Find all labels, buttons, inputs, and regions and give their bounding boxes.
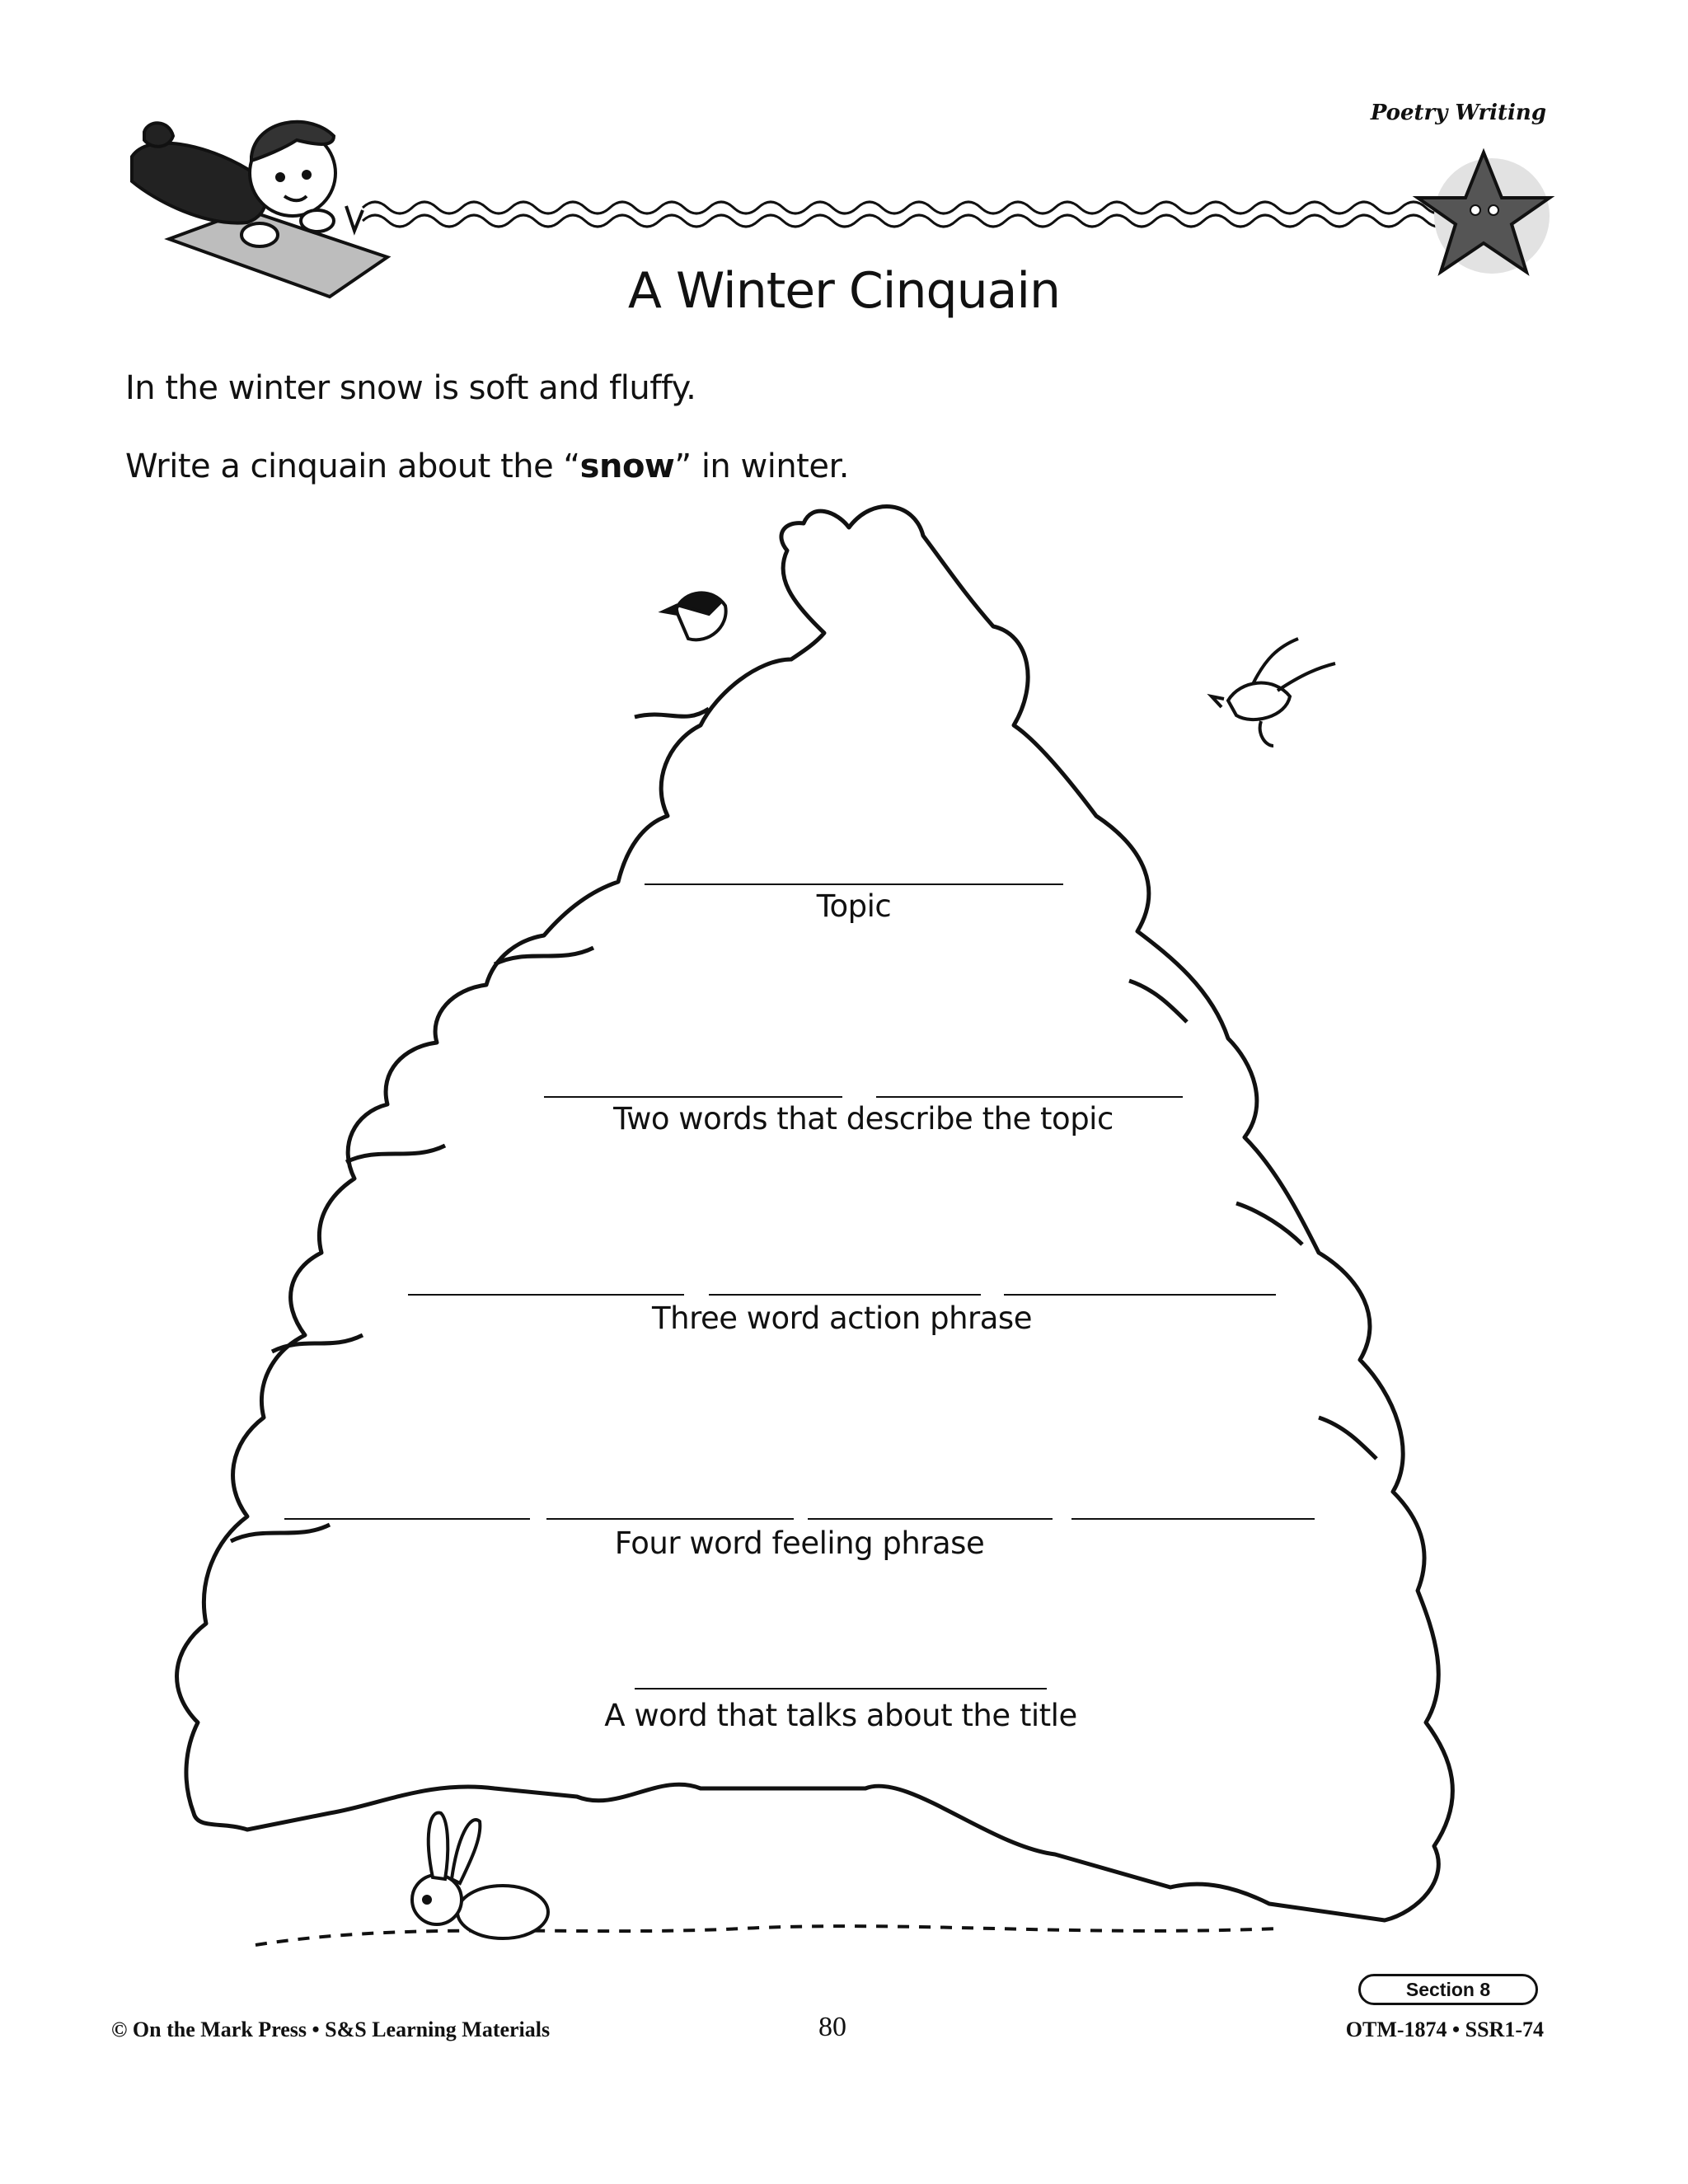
product-code: OTM-1874 • SSR1-74 — [1345, 2018, 1544, 2041]
topic-answer-line[interactable] — [645, 883, 1063, 885]
action-caption: Three word action phrase — [652, 1301, 1032, 1336]
bunny-icon — [412, 1813, 548, 1938]
describe-caption: Two words that describe the topic — [613, 1101, 1114, 1137]
feeling-answer-line-2[interactable] — [546, 1518, 794, 1520]
title-word-answer-line[interactable] — [635, 1688, 1047, 1690]
star-icon — [1418, 152, 1550, 274]
series-label: Poetry Writing — [1370, 101, 1546, 125]
page-number: 80 — [818, 2012, 846, 2042]
feeling-caption: Four word feeling phrase — [614, 1526, 985, 1561]
feeling-answer-line-4[interactable] — [1071, 1518, 1315, 1520]
intro-line-1: In the winter snow is soft and fluffy. — [125, 369, 696, 407]
intro-keyword: snow — [579, 448, 675, 485]
feeling-answer-line-1[interactable] — [284, 1518, 530, 1520]
describe-answer-line-2[interactable] — [876, 1096, 1183, 1098]
action-answer-line-2[interactable] — [709, 1294, 981, 1296]
topic-caption: Topic — [816, 888, 892, 924]
intro-text-before: Write a cinquain about the “ — [125, 448, 580, 485]
title-word-caption: A word that talks about the title — [604, 1698, 1077, 1733]
intro-line-2 — [125, 448, 849, 485]
bird-icon — [663, 593, 726, 640]
describe-answer-line-1[interactable] — [544, 1096, 842, 1098]
copyright-text: © On the Mark Press • S&S Learning Materials — [111, 2018, 551, 2041]
page-title: A Winter Cinquain — [627, 262, 1061, 320]
feeling-answer-line-3[interactable] — [808, 1518, 1053, 1520]
wavy-line — [363, 202, 1500, 227]
flying-bird-icon — [1212, 639, 1335, 746]
intro-text-after: ” in winter. — [674, 448, 849, 485]
section-badge: Section 8 — [1358, 1974, 1538, 2005]
action-answer-line-1[interactable] — [408, 1294, 684, 1296]
action-answer-line-3[interactable] — [1004, 1294, 1276, 1296]
